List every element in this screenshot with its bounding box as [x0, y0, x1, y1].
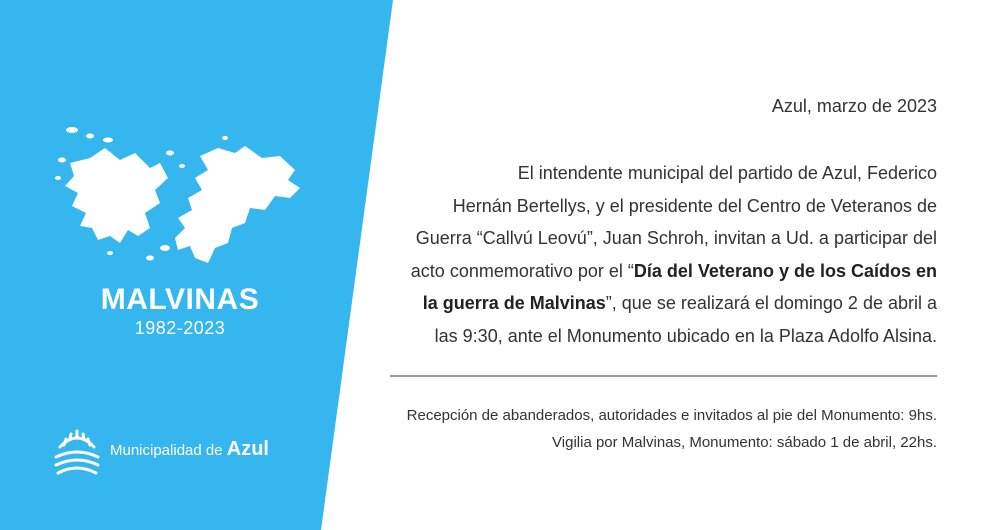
malvinas-years: 1982-2023 [134, 318, 226, 338]
body-line-2: Hernán Bertellys, y el presidente del Centro de Veteranos de [452, 195, 937, 216]
body-line-4 [377, 255, 937, 288]
org-prefix: Municipalidad de [110, 442, 223, 459]
invitation-date: Azul, marzo de 2023 [771, 96, 937, 116]
vigil-note: Vigilia por Malvinas, Monumento: sábado 1 de abril, 22hs. [552, 434, 937, 451]
malvinas-title: MALVINAS [100, 283, 260, 316]
body-line-4-text: acto conmemorativo por el “ [410, 260, 634, 281]
body-line-6: las 9:30, ante el Monumento ubicado en la Plaza Adolfo Alsina. [434, 325, 937, 346]
body-line-1: El intendente municipal del partido de Azul, Federico [517, 163, 937, 183]
municipalidad-name [110, 438, 269, 461]
reception-note: Recepción de abanderados, autoridades e invitados al pie del Monumento: 9hs. [406, 407, 937, 424]
body-line-5 [377, 287, 937, 320]
divider [390, 375, 937, 377]
event-name-part-2: la guerra de Malvinas [422, 293, 606, 313]
falkland-islands-map-icon [50, 118, 310, 278]
municipalidad-azul-logo-icon [50, 425, 104, 479]
event-name-part-1: Día del Veterano y de los Caídos en [633, 260, 937, 281]
org-name: Azul [226, 438, 269, 460]
invitation-body [377, 157, 937, 352]
body-line-5-text: ”, que se realizará el domingo 2 de abril a [605, 293, 937, 313]
body-line-3: Guerra “Callvú Leovú”, Juan Schroh, invitan a Ud. a participar del [415, 228, 937, 248]
